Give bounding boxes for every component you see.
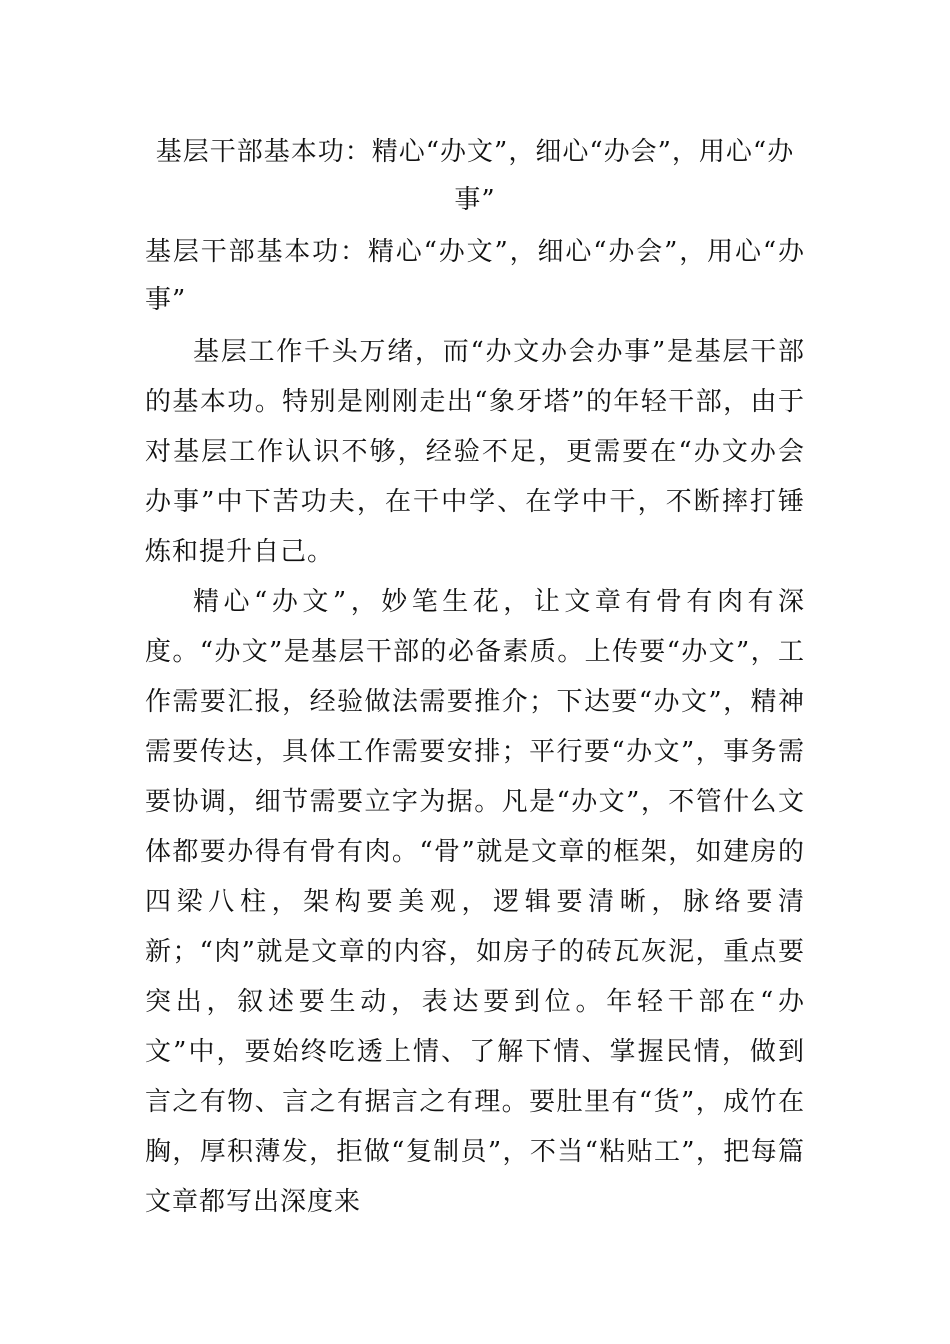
document-title: 基层干部基本功：精心“办文”，细心“办会”，用心“办事” [155,137,795,215]
paragraph-1: 基层工作千头万绪，而“办文办会办事”是基层干部的基本功。特别是刚刚走出“象牙塔”的年轻干部，由于对基层工作认识不够，经验不足，更需要在“办文办会办事”中下苦功夫，在干中学、在学中干，不断摔打锤炼和提升自己。 [145,337,805,567]
document-subtitle: 基层干部基本功：精心“办文”，细心“办会”，用心“办事” [145,237,805,315]
paragraph-2: 精心“办文”，妙笔生花，让文章有骨有肉有深度。“办文”是基层干部的必备素质。上传要“办文”，工作需要汇报，经验做法需要推介；下达要“办文”，精神需要传达，具体工作需要安排；平行要“办文”，事务需要协调，细节需要立字为据。凡是“办文”，不管什么文体都要办得有骨有肉。“骨”就是文章的框架，如建房的四梁八柱，架构要美观，逻辑要清晰，脉络要清新；“肉”就是文章的内容，如房子的砖瓦灰泥，重点要突出，叙述要生动，表达要到位。年轻干部在“办文”中，要始终吃透上情、了解下情、掌握民情，做到言之有物、言之有据言之有理。要肚里有“货”，成竹在胸，厚积薄发，拒做“复制员”，不当“粘贴工”，把每篇文章都写出深度来 [145,587,805,1217]
document-body [145,327,805,1227]
